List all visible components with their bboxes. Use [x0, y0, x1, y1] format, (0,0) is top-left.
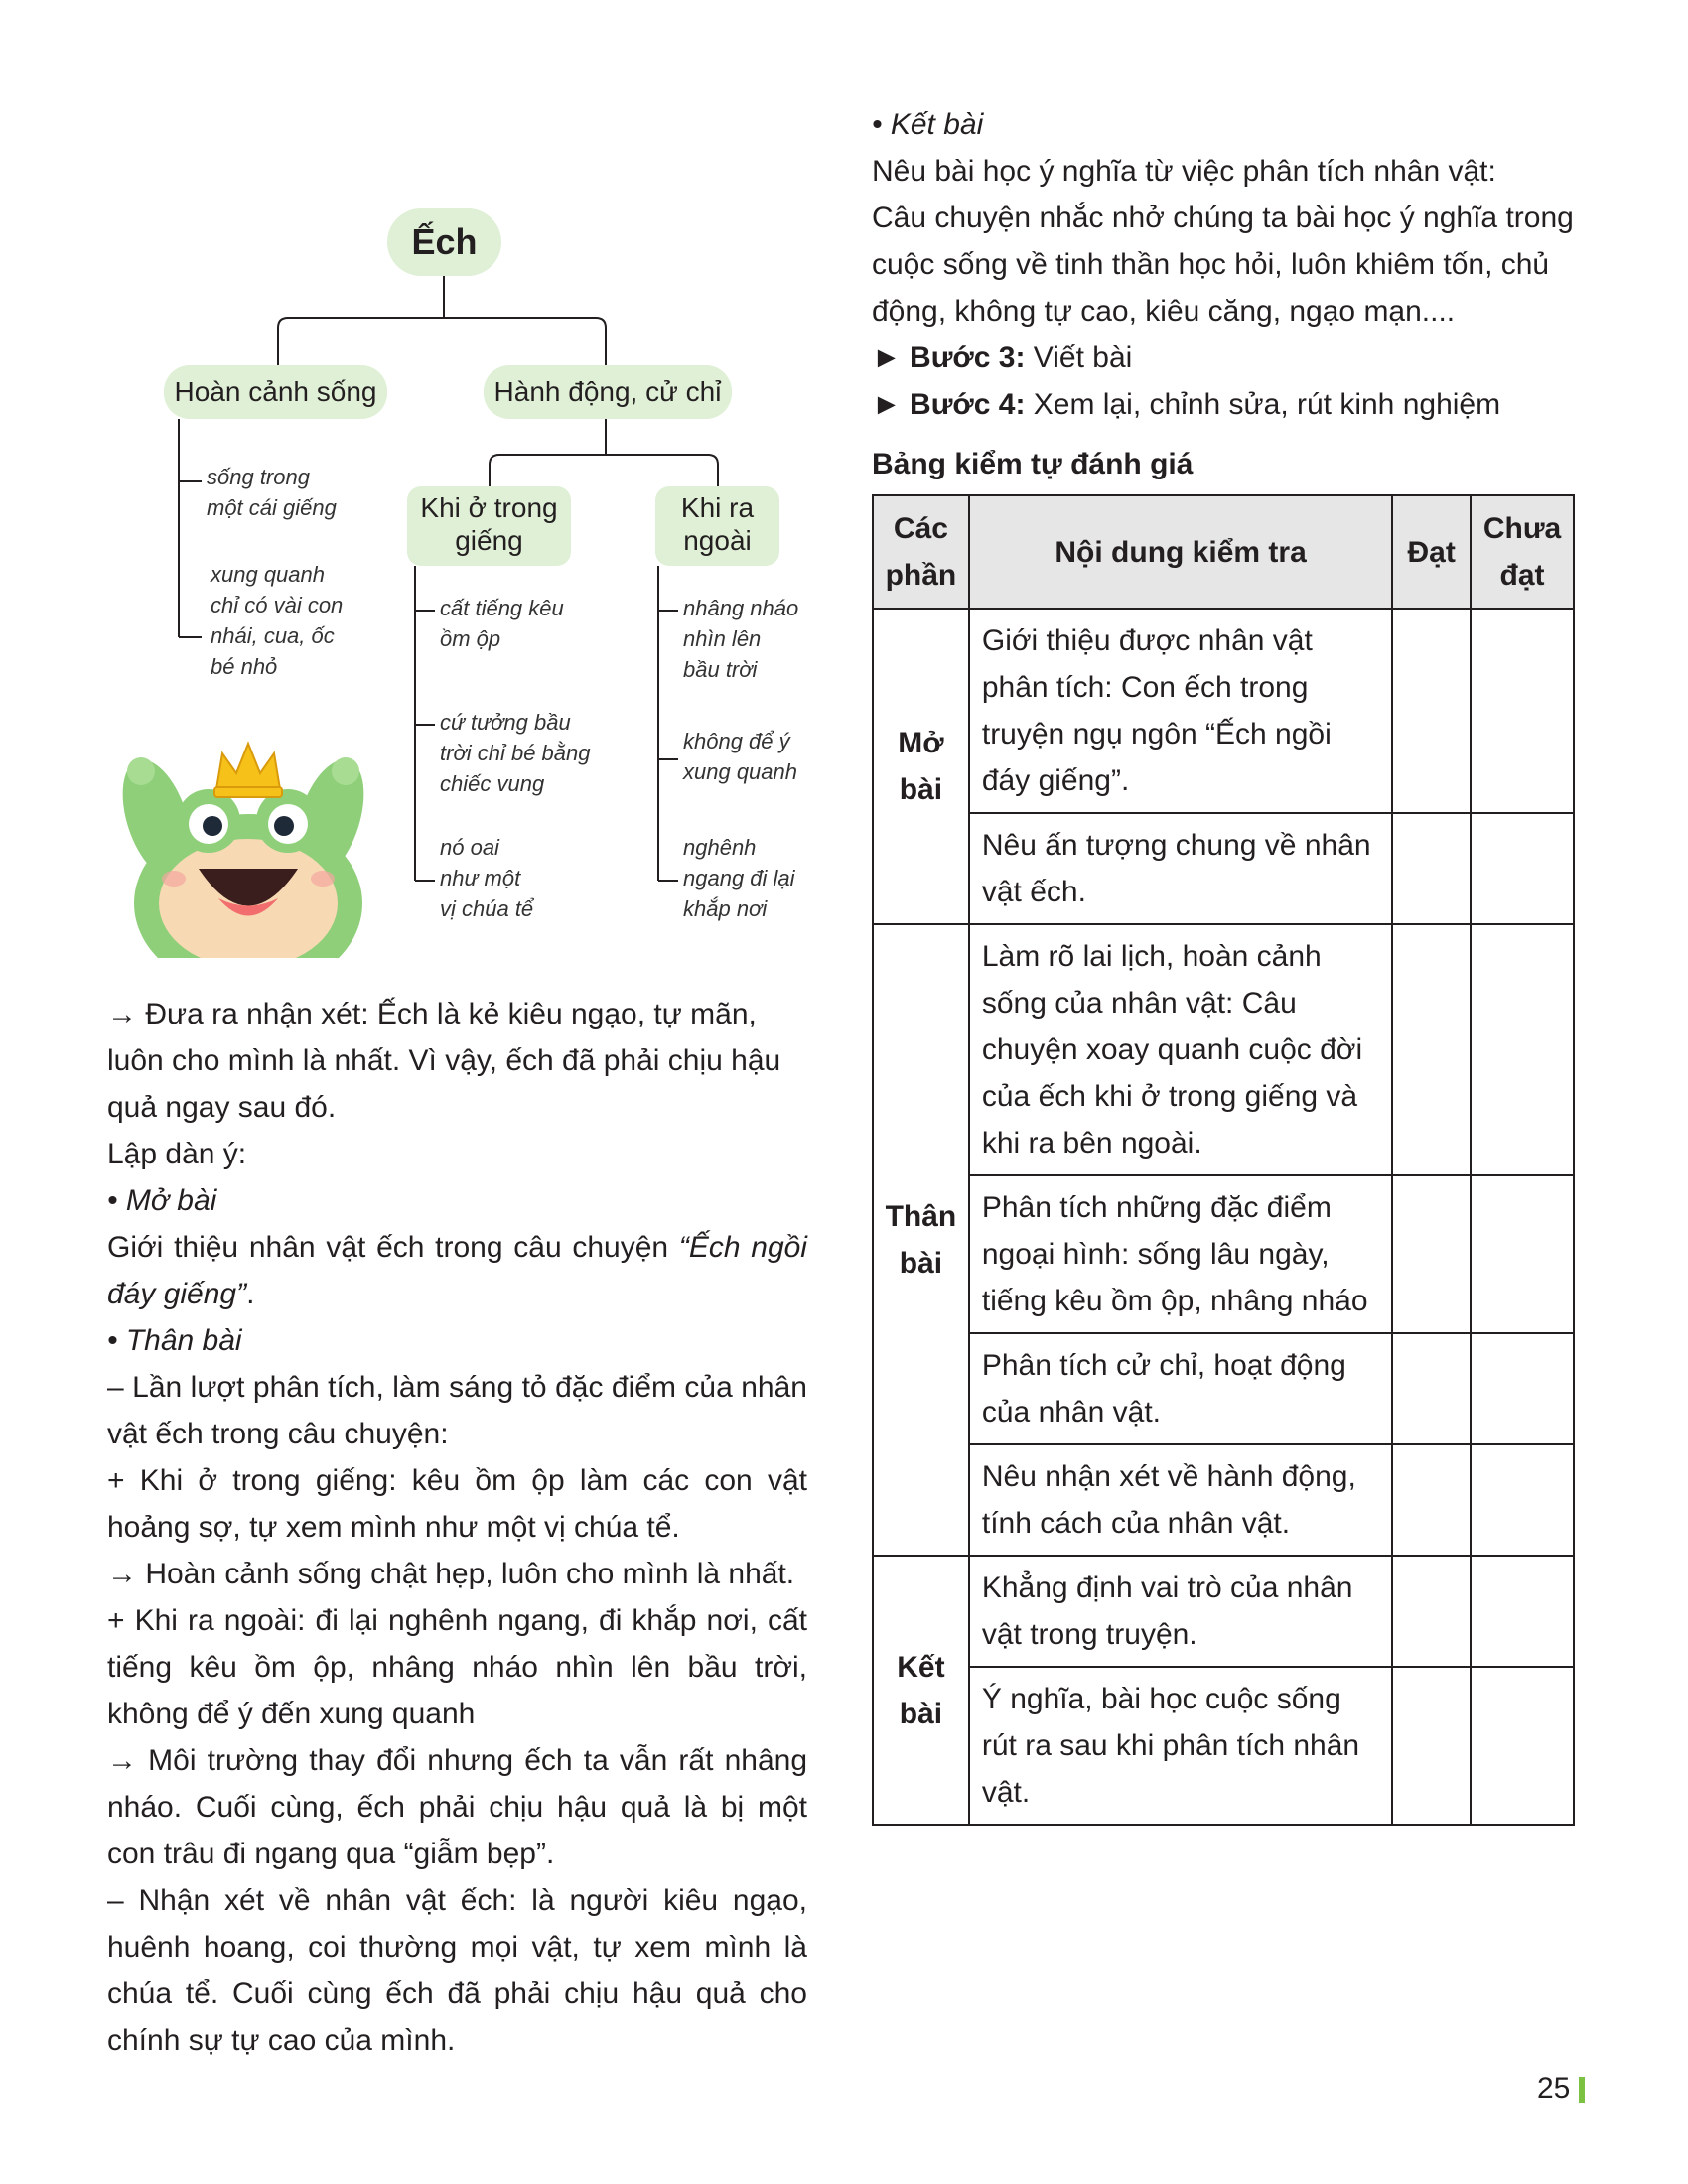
ket-bai-line: cuộc sống về tinh thần học hỏi, luôn khiêm tốn, chủ [872, 248, 1550, 281]
than-bai-line: – Nhận xét về nhân vật ếch: là người kiêu ngạo, huênh hoang, coi thường mọi vật, tự xem mình là chúa tể. Cuối cùng ếch đã phải chịu hậu quả cho chính sự tự cao của mình. [107, 1884, 807, 2057]
than-bai-line: → Hoàn cảnh sống chật hẹp, luôn cho mình là nhất. [107, 1558, 795, 1590]
leaf-line: xung quanh [211, 562, 325, 587]
leaf-line: nhìn lên [683, 626, 762, 651]
leaf-line: như một [440, 866, 521, 890]
mo-bai-paragraph [107, 1224, 807, 1317]
leaf-line: xung quanh [683, 759, 797, 784]
buoc-3 [872, 335, 1582, 381]
section-than-bai: Thân bài [873, 924, 969, 1556]
ket-bai-line: động, không tự cao, kiêu căng, ngạo mạn.... [872, 295, 1456, 328]
chua-dat-checkbox[interactable] [1471, 609, 1574, 813]
page-number-accent-bar [1579, 2077, 1585, 2103]
criterion-cell: Phân tích những đặc điểm ngoại hình: sống lâu ngày, tiếng kêu ồm ộp, nhâng nháo [969, 1175, 1392, 1333]
leaf-song-trong-gieng [207, 462, 337, 523]
col-header-chua-dat: Chưa đạt [1471, 495, 1574, 609]
leaf-line: nghênh [683, 835, 757, 860]
leaf-cat-tieng-keu [440, 593, 564, 654]
leaf-no-oai [440, 832, 533, 924]
frog-king-illustration [99, 730, 387, 958]
table-row [873, 1444, 1574, 1556]
leaf-line: bầu trời [683, 657, 758, 682]
leaf-line: bé nhỏ [211, 654, 278, 679]
section-ket-bai: Kết bài [873, 1556, 969, 1825]
criterion-cell: Giới thiệu được nhân vật phân tích: Con ếch trong truyện ngụ ngôn “Ếch ngồi đáy giếng”. [969, 609, 1392, 813]
criterion-cell: Phân tích cử chỉ, hoạt động của nhân vật. [969, 1333, 1392, 1444]
buoc-4 [872, 381, 1582, 428]
chua-dat-checkbox[interactable] [1471, 813, 1574, 924]
leaf-line: một cái giếng [207, 495, 337, 520]
leaf-nhang-nhao [683, 593, 798, 685]
than-bai-heading: • Thân bài [107, 1324, 242, 1357]
chua-dat-checkbox[interactable] [1471, 1444, 1574, 1556]
table-row [873, 924, 1574, 1175]
sub-node-khi-o-trong-gieng [407, 486, 571, 566]
left-column-text [107, 991, 807, 2064]
dat-checkbox[interactable] [1392, 1333, 1471, 1444]
col-header-cac-phan: Các phần [873, 495, 969, 609]
node-line: Khi ở trong [420, 492, 558, 523]
leaf-line: vị chúa tể [440, 896, 534, 921]
criterion-cell: Khẳng định vai trò của nhân vật trong truyện. [969, 1556, 1392, 1667]
branch-hoan-canh-song: Hoàn cảnh sống [164, 365, 387, 419]
chua-dat-checkbox[interactable] [1471, 1175, 1574, 1333]
node-line: Khi ra [680, 492, 755, 523]
chua-dat-checkbox[interactable] [1471, 1667, 1574, 1825]
leaf-line: ngang đi lại [683, 866, 795, 890]
ket-bai-line: Câu chuyện nhắc nhở chúng ta bài học ý nghĩa trong [872, 202, 1574, 234]
ket-bai-line: Nêu bài học ý nghĩa từ việc phân tích nhân vật: [872, 155, 1496, 188]
lap-dan-y-label: Lập dàn ý: [107, 1138, 247, 1170]
self-assessment-table [872, 494, 1575, 1826]
leaf-line: chỉ có vài con [211, 593, 344, 617]
node-line: ngoài [683, 525, 752, 556]
dat-checkbox[interactable] [1392, 924, 1471, 1175]
ket-bai-heading: • Kết bài [872, 108, 984, 141]
leaf-line: nhâng nháo [683, 596, 799, 620]
nhan-xet-line: luôn cho mình là nhất. Vì vậy, ếch đã phải chịu hậu [107, 1044, 781, 1077]
leaf-line: trời chỉ bé bằng [440, 741, 591, 765]
chua-dat-checkbox[interactable] [1471, 924, 1574, 1175]
criterion-cell: Ý nghĩa, bài học cuộc sống rút ra sau khi phân tích nhân vật. [969, 1667, 1392, 1825]
table-row [873, 813, 1574, 924]
dat-checkbox[interactable] [1392, 1175, 1471, 1333]
than-bai-line: – Lần lượt phân tích, làm sáng tỏ đặc điểm của nhân vật ếch trong câu chuyện: [107, 1371, 807, 1450]
node-line: giếng [455, 525, 523, 556]
story-title: “Ếch ngồi đáy giếng” [107, 1231, 807, 1310]
period: . [246, 1278, 255, 1310]
leaf-cu-tuong-bau-troi [440, 707, 591, 799]
dat-checkbox[interactable] [1392, 609, 1471, 813]
leaf-nghenh-ngang [683, 832, 795, 924]
leaf-line: cứ tưởng bầu [440, 710, 571, 735]
dat-checkbox[interactable] [1392, 1444, 1471, 1556]
col-header-dat: Đạt [1392, 495, 1471, 609]
dat-checkbox[interactable] [1392, 1556, 1471, 1667]
chua-dat-checkbox[interactable] [1471, 1556, 1574, 1667]
buoc-4-text: Xem lại, chỉnh sửa, rút kinh nghiệm [1025, 388, 1501, 421]
criterion-cell: Nêu nhận xét về hành động, tính cách của nhân vật. [969, 1444, 1392, 1556]
right-column-text [872, 101, 1582, 428]
leaf-line: ồm ộp [440, 626, 501, 651]
table-row [873, 1175, 1574, 1333]
table-row [873, 609, 1574, 813]
criterion-cell: Làm rõ lai lịch, hoàn cảnh sống của nhân vật: Câu chuyện xoay quanh cuộc đời của ếch khi ở trong giếng và khi ra bên ngoài. [969, 924, 1392, 1175]
leaf-xung-quanh [211, 559, 343, 682]
leaf-line: không để ý [683, 729, 790, 753]
chua-dat-checkbox[interactable] [1471, 1333, 1574, 1444]
leaf-line: cất tiếng kêu [440, 596, 564, 620]
root-node: Ếch [387, 208, 501, 276]
buoc-3-text: Viết bài [1025, 341, 1133, 374]
leaf-line: khắp nơi [683, 896, 768, 921]
criterion-cell: Nêu ấn tượng chung về nhân vật ếch. [969, 813, 1392, 924]
mo-bai-text: Giới thiệu nhân vật ếch trong câu chuyện [107, 1231, 669, 1264]
leaf-line: nhái, cua, ốc [211, 623, 335, 648]
page-number: 25 [1537, 2072, 1571, 2105]
nhan-xet-line: → Đưa ra nhận xét: Ếch là kẻ kiêu ngạo, tự mãn, [107, 998, 757, 1030]
dat-checkbox[interactable] [1392, 1667, 1471, 1825]
table-row [873, 1556, 1574, 1667]
buoc-4-label: ► Bước 4: [872, 388, 1026, 421]
than-bai-line: → Môi trường thay đổi nhưng ếch ta vẫn rất nhâng nháo. Cuối cùng, ếch phải chịu hậu quả là bị một con trâu đi ngang qua “giẫm bẹp”. [107, 1744, 807, 1870]
buoc-3-label: ► Bước 3: [872, 341, 1026, 374]
section-mo-bai: Mở bài [873, 609, 969, 924]
branch-hanh-dong-cu-chi: Hành động, cử chỉ [484, 365, 732, 419]
table-row [873, 1333, 1574, 1444]
mo-bai-heading: • Mở bài [107, 1184, 217, 1217]
leaf-line: sống trong [207, 465, 310, 489]
nhan-xet-line: quả ngay sau đó. [107, 1091, 337, 1124]
col-header-noi-dung: Nội dung kiểm tra [969, 495, 1392, 609]
dat-checkbox[interactable] [1392, 813, 1471, 924]
sub-node-khi-ra-ngoai [655, 486, 779, 566]
table-header-row [873, 495, 1574, 609]
leaf-khong-de-y [683, 726, 797, 787]
than-bai-line: + Khi ở trong giếng: kêu ồm ộp làm các con vật hoảng sợ, tự xem mình như một vị chúa tể. [107, 1464, 807, 1544]
leaf-line: chiếc vung [440, 771, 545, 796]
leaf-line: nó oai [440, 835, 499, 860]
table-title: Bảng kiểm tự đánh giá [872, 448, 1194, 480]
table-row [873, 1667, 1574, 1825]
than-bai-line: + Khi ra ngoài: đi lại nghênh ngang, đi khắp nơi, cất tiếng kêu ồm ộp, nhâng nháo nhìn lên bầu trời, không để ý đến xung quanh [107, 1604, 807, 1730]
